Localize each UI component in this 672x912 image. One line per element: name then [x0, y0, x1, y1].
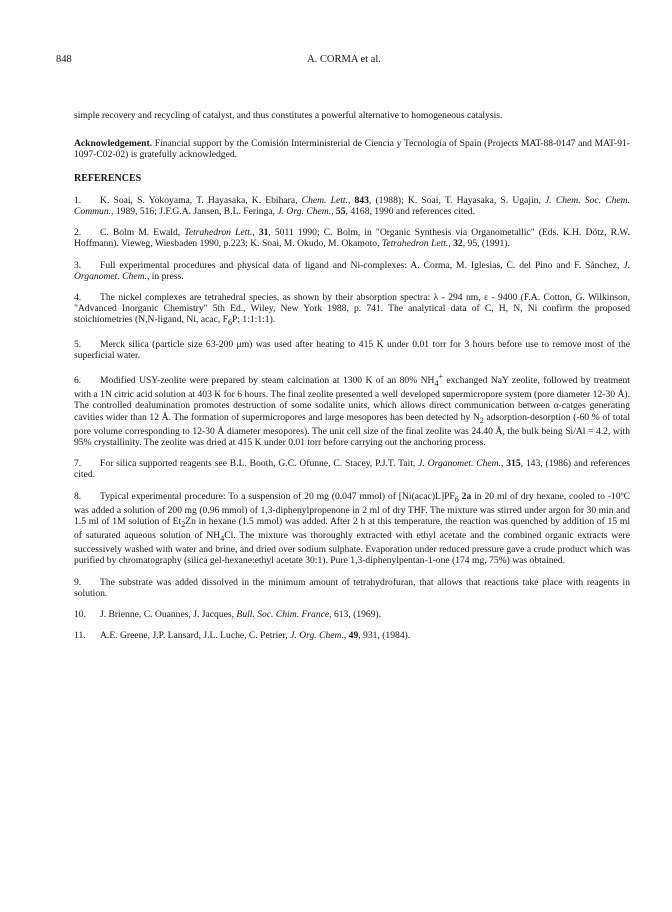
reference-number: 3. [74, 259, 82, 271]
reference-text: The nickel complexes are tetrahedral species, as shown by their absorption spectra: λ - 294 nm, ε - 9400 (F.A. Cotton, G. Wilkinson, "Advanced Inorganic Chemistry" 5th Ed., Wiley, New York 1988, p. 741. The analytical data of C, H, N, Ni confirm the proposed stoichiometries (N,N-ligand, Ni, acac, $F_6P$; 1:1:1:1). [74, 292, 630, 328]
reference-number: 9. [74, 576, 82, 588]
reference-text: C. Bolm M. Ewald, Tetrahedron Lett., 31, 5011 1990; C. Bolm, in "Organic Synthesis via Organometallic" (Eds. K.H. Dötz, R.W. Hoffmann). Vieweg, Wiesbaden 1990, p.223; K. Soai, M. Okudo, M. Okamoto, Tetrahedron Lett., 32, 95, (1991). [74, 227, 630, 250]
reference-text: For silica supported reagents see B.L. Booth, G.C. Ofunne, C. Stacey, P.J.T. Tait, J. Organomet. Chem., 315, 143, (1986) and references cited. [74, 458, 630, 481]
acknowledgement-label: Acknowledgement. [74, 138, 153, 150]
reference-number: 2. [74, 227, 82, 239]
reference-text: A.E. Greene, J.P. Lansard, J.L. Luche, C. Petrier, J. Org. Chem., 49, 931, (1984). [100, 630, 411, 642]
reference-text: The substrate was added dissolved in the minimum amount of tetrahydrofuran, that allows that reactions take place with reagents in solution. [74, 576, 630, 599]
reference-number: 8. [74, 490, 82, 502]
reference-number: 11. [74, 630, 86, 642]
references-heading: REFERENCES [74, 172, 142, 184]
intro-paragraph: simple recovery and recycling of catalyst, and thus constitutes a powerful alternative to homogeneous catalysis. [74, 110, 503, 121]
reference-item [74, 458, 630, 480]
running-head: A. CORMA et al. [307, 54, 381, 65]
reference-number: 7. [74, 458, 82, 470]
references-list [74, 195, 630, 642]
reference-item [74, 260, 630, 282]
reference-item [74, 292, 630, 329]
reference-item [74, 491, 630, 567]
reference-number: 1. [74, 194, 82, 206]
reference-item [74, 227, 630, 249]
reference-text: Merck silica (particle size 63-200 μm) was used after heating to 415 K under 0.01 torr for 3 hours before use to remove most of the superficial water. [74, 338, 630, 361]
reference-item [74, 195, 630, 217]
reference-item [74, 339, 630, 361]
page-body [74, 110, 630, 651]
reference-number: 4. [74, 292, 82, 304]
reference-text: K. Soai, S. Yokoyama, T. Hayasaka, K. Ebihara, Chem. Lett., 843, (1988); K. Soai, T. Hayasaka, S. Ugajin, J. Chem. Soc. Chem. Commun., 1989, 516; J.F.G.A. Jansen, B.L. Feringa, J. Org. Chem., 55, 4168, 1990 and references cited. [74, 194, 630, 218]
reference-number: 5. [74, 338, 82, 350]
page-header [56, 54, 632, 70]
reference-text: J. Brienne, C. Ouannes, J. Jacques, Bull. Soc. Chim. France, 613, (1969). [100, 608, 382, 620]
reference-number: 6. [74, 375, 82, 387]
reference-text: Typical experimental procedure: To a suspension of 20 mg (0.047 mmol) of $[Ni(acac)L]PF_6$ 2a in 20 ml of dry hexane, cooled to -10ºC was added a solution of 200 mg (0.96 mmol) of 1,3-diphenylpropenone in 2 ml of dry THF. The mixture was stirred under argon for 30 min and 1.5 ml of 1M solution of $Et_2Zn$ in hexane (1.5 mmol) was added. After 2 h at this temperature, the reaction was quenched by addition of 15 ml of saturated aqueous solution of $NH_4Cl$. The mixture was thoroughly extracted with ethyl acetate and the combined organic extracts were successively washed with water and brine, and dried over sodium sulphate. Evaporation under reduced pressure gave a crude product which was purified by chromatography (silica gel-hexane:ethyl acetate 30:1). Pure 1,3-diphenylpentan-1-one (174 mg, 75%) was obtained. [74, 490, 631, 567]
page-number: 848 [56, 54, 72, 65]
reference-item [74, 577, 630, 599]
reference-text: Modified USY-zeolite were prepared by steam calcination at 1300 K of an 80% $NH_4^+$ exchanged NaY zeolite, followed by treatment with a 1N citric acid solution at 403 K for 6 hours. The final zeolite presented a well developed supermicropore system (pore diameter 12-30 Å). The controlled dealumination promotes destruction of some sodalite units, which allows direct communication between α-catges generating cavities wider than 12 Å. The formation of supermicropores and large mesopores has been detected by $N_2$ adsorption-desorption (-60 % of total pore volume corresponding to 12-30 Å diameter mesopores). The unit cell size of the final zeolite was 24.40 Å, the bulk being Si/Al = 4.2, with 95% crystallinity. The zeolite was dried at 415 K under 0.01 torr before carrying out the anchoring process. [74, 371, 630, 448]
reference-item [74, 371, 630, 448]
reference-item [74, 630, 630, 641]
acknowledgement-paragraph [74, 138, 630, 160]
reference-number: 10. [74, 608, 86, 620]
acknowledgement-text: Financial support by the Comisión Interministerial de Ciencia y Tecnología of Spain (Projects MAT-88-0147 and MAT-91-1097-C02-02) is gratefully acknowledged. [74, 138, 630, 161]
reference-item [74, 609, 630, 620]
reference-text: Full experimental procedures and physical data of ligand and Ni-complexes: A. Corma, M. Iglesias, C. del Pino and F. Sánchez, J. Organomet. Chem., in press. [74, 259, 630, 282]
